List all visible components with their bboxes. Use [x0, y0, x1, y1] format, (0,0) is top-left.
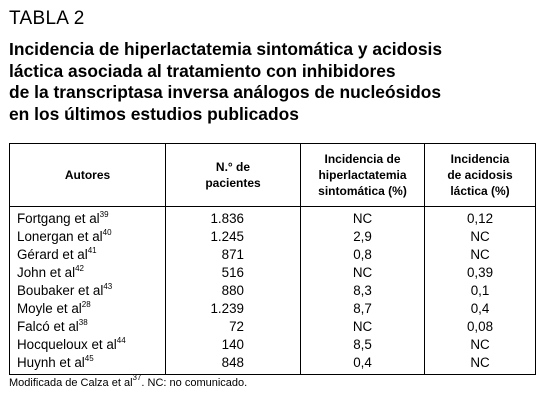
- cell-patients: 1.245: [166, 228, 301, 246]
- cell-lactic-acidosis: 0,08: [425, 318, 536, 336]
- cell-hyperlactatemia: NC: [301, 207, 425, 229]
- cell-patients: 871: [166, 246, 301, 264]
- cell-hyperlactatemia: 0,8: [301, 246, 425, 264]
- cell-author: Lonergan et $al^{40}$: [10, 228, 166, 246]
- cell-hyperlactatemia: 2,9: [301, 228, 425, 246]
- cell-lactic-acidosis: NC: [425, 228, 536, 246]
- cell-author: Hocqueloux et $al^{44}$: [10, 336, 166, 354]
- cell-lactic-acidosis: 0,1: [425, 282, 536, 300]
- title-line: de la transcriptasa inversa análogos de nucleósidos: [9, 82, 442, 102]
- cell-author: Gérard et $al^{41}$: [10, 246, 166, 264]
- cell-patients: 1.239: [166, 300, 301, 318]
- header-lactic-acidosis: Incidencia de acidosis láctica (%): [425, 144, 536, 207]
- cell-hyperlactatemia: 8,5: [301, 336, 425, 354]
- table-row: [10, 300, 536, 318]
- header-hyperlactatemia: Incidencia de hiperlactatemia sintomática (%): [301, 144, 425, 207]
- table-row: [10, 282, 536, 300]
- cell-lactic-acidosis: NC: [425, 336, 536, 354]
- cell-hyperlactatemia: NC: [301, 318, 425, 336]
- cell-author: Moyle et $al^{28}$: [10, 300, 166, 318]
- table-row: [10, 264, 536, 282]
- table-row: [10, 207, 536, 229]
- incidence-table: [9, 143, 536, 375]
- header-patients: N.° de pacientes: [166, 144, 301, 207]
- cell-lactic-acidosis: 0,4: [425, 300, 536, 318]
- title-line: en los últimos estudios publicados: [9, 103, 299, 124]
- title-line: láctica asociada al tratamiento con inhibidores: [9, 60, 396, 81]
- cell-hyperlactatemia: 8,3: [301, 282, 425, 300]
- table-row: [10, 246, 536, 264]
- cell-author: Huynh et $al^{45}$: [10, 354, 166, 375]
- header-authors: Autores: [10, 144, 166, 207]
- table-row: [10, 228, 536, 246]
- cell-lactic-acidosis: NC: [425, 246, 536, 264]
- title-line: Incidencia de hiperlactatemia sintomática y acidosis: [9, 39, 442, 59]
- table-row: [10, 354, 536, 375]
- cell-author: John et $al^{42}$: [10, 264, 166, 282]
- cell-lactic-acidosis: NC: [425, 354, 536, 375]
- cell-hyperlactatemia: 8,7: [301, 300, 425, 318]
- cell-patients: 72: [166, 318, 301, 336]
- table-row: [10, 336, 536, 354]
- cell-hyperlactatemia: 0,4: [301, 354, 425, 375]
- cell-author: Boubaker et $al^{43}$: [10, 282, 166, 300]
- cell-patients: 140: [166, 336, 301, 354]
- table-row: [10, 318, 536, 336]
- cell-hyperlactatemia: NC: [301, 264, 425, 282]
- table-label: TABLA 2: [9, 8, 85, 29]
- cell-patients: 516: [166, 264, 301, 282]
- footnote: Modificada de Calza et $al^{37}$. NC: no comunicado.: [9, 373, 248, 389]
- cell-patients: 1.836: [166, 207, 301, 229]
- header-row: [10, 144, 536, 207]
- cell-author: Falcó et $al^{38}$: [10, 318, 166, 336]
- cell-patients: 880: [166, 282, 301, 300]
- cell-author: Fortgang et $al^{39}$: [10, 207, 166, 229]
- cell-patients: 848: [166, 354, 301, 375]
- table-title: [9, 39, 539, 125]
- cell-lactic-acidosis: 0,39: [425, 264, 536, 282]
- cell-lactic-acidosis: 0,12: [425, 207, 536, 229]
